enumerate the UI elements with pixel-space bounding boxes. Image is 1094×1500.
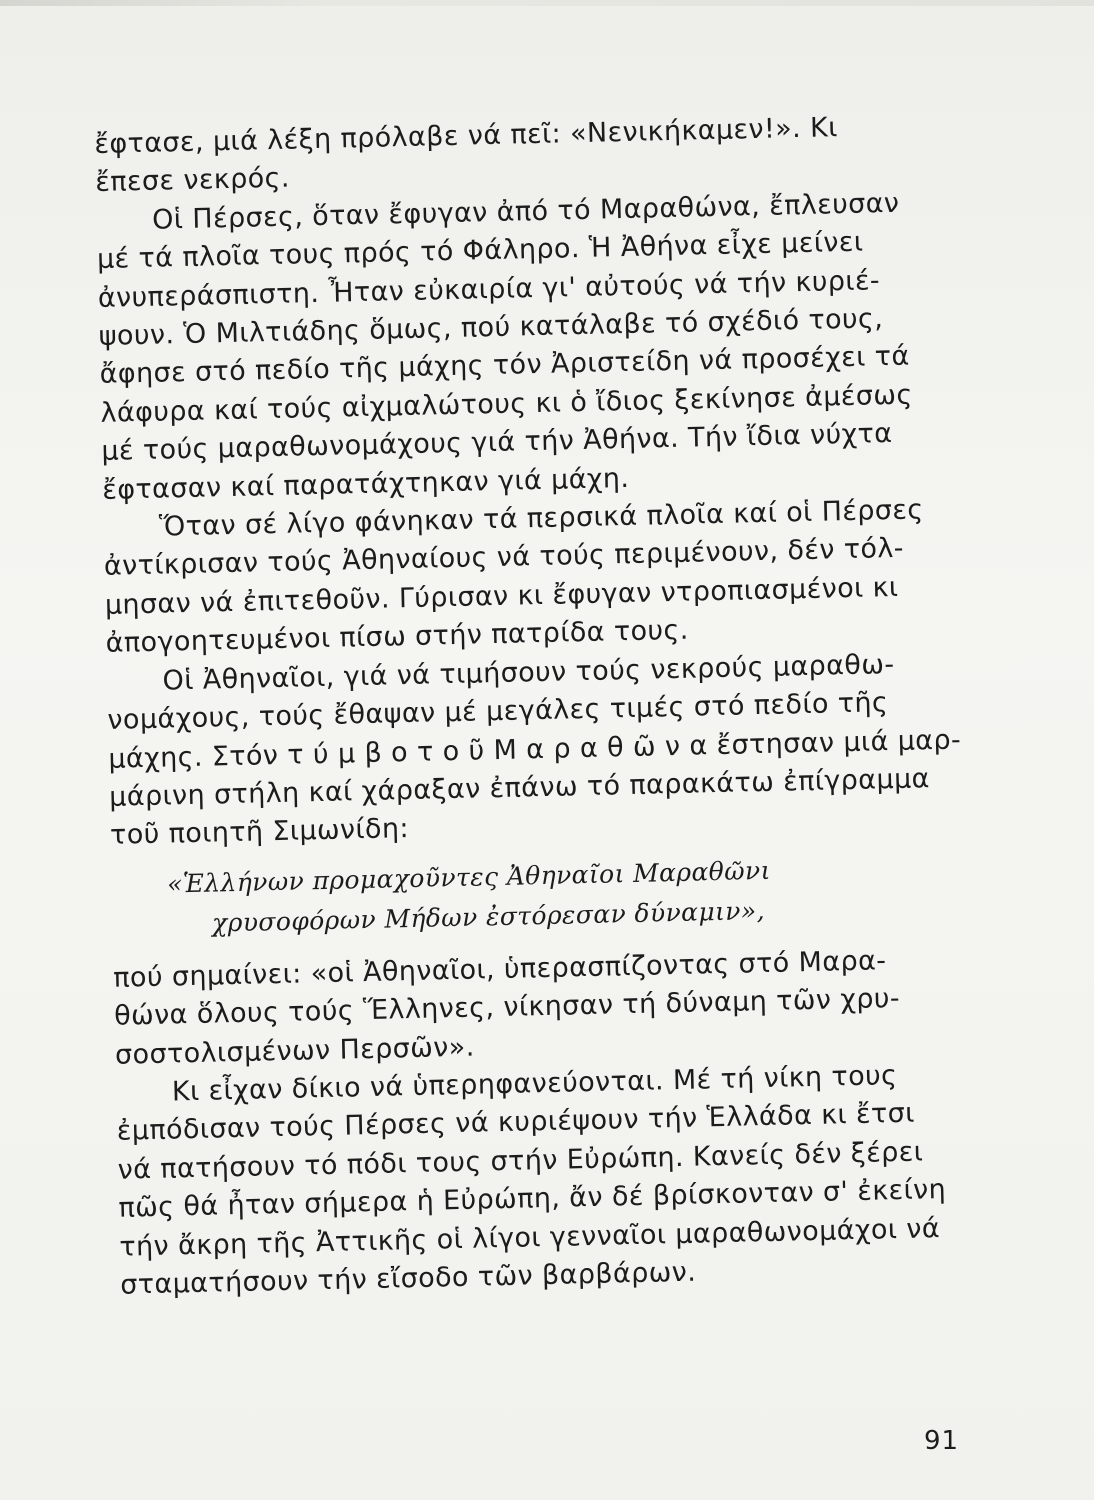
- text-line: Οἱ Ἀθηναῖοι, γιά νά τιμήσουν τούς νεκρούς μαραθω-: [162, 648, 895, 697]
- text-line: θώνα ὅλους τούς Ἕλληνες, νίκησαν τή δύναμη τῶν χρυ-: [113, 983, 901, 1032]
- paragraph: [113, 940, 975, 1075]
- text-line: σοστολισμένων Περσῶν».: [114, 1031, 475, 1071]
- paragraph: [106, 644, 970, 855]
- text-line: λάφυρα καί τούς αἰχμαλώτους κι ὁ ἴδιος ξεκίνησε ἀμέσως: [100, 379, 913, 429]
- epigram-line: «Ἑλλήνων προμαχοῦντες Ἀθηναῖοι Μαραθῶνι: [166, 855, 772, 899]
- text-line: μέ τά πλοῖα τους πρός τό Φάληρο. Ἡ Ἀθήνα εἶχε μείνει: [96, 226, 864, 276]
- text-line: μησαν νά ἐπιτεθοῦν. Γύρισαν κι ἔφυγαν ντροπιασμένοι κι: [104, 571, 899, 621]
- text-line: ἀντίκρισαν τούς Ἀθηναίους νά τούς περιμένουν, δέν τόλ-: [103, 533, 905, 583]
- epigram-line: χρυσοφόρων Μήδων ἐστόρεσαν δύναμιν»,: [211, 895, 766, 938]
- paragraph: [116, 1055, 981, 1305]
- text-line: νομάχους, τούς ἔθαψαν μέ μεγάλες τιμές στό πεδίο τῆς: [107, 687, 889, 736]
- paragraph: [96, 183, 963, 510]
- text-line: σταματήσουν τήν εἴσοδο τῶν βαρβάρων.: [119, 1256, 697, 1301]
- text-line: ἔπεσε νεκρός.: [94, 162, 291, 199]
- page-top-edge: [0, 0, 1094, 6]
- text-line: Κι εἶχαν δίκιο νά ὑπερηφανεύονται. Μέ τή νίκη τους: [171, 1059, 898, 1108]
- text-line: ἔφτασε, μιά λέξη πρόλαβε νά πεῖ: «Νενικήκαμεν!». Κι: [94, 112, 839, 160]
- text-line: ἄφησε στό πεδίο τῆς μάχης τόν Ἀριστείδη νά προσέχει τά: [99, 340, 910, 391]
- text-line: πῶς θά ἦταν σήμερα ἡ Εὐρώπη, ἄν δέ βρίσκονταν σ' ἐκείνη: [118, 1174, 947, 1224]
- page-number: 91: [924, 1426, 960, 1456]
- text-line: ψουν. Ὁ Μιλτιάδης ὅμως, πού κατάλαβε τό σχέδιό τους,: [98, 303, 884, 352]
- text-line: μέ τούς μαραθωνομάχους γιά τήν Ἀθήνα. Τήν ἴδια νύχτα: [101, 418, 893, 468]
- text-line: τοῦ ποιητῆ Σιμωνίδη:: [109, 813, 410, 852]
- epigram-quote: [167, 846, 973, 944]
- text-line: ἀπογοητευμένοι πίσω στήν πατρίδα τους.: [105, 614, 690, 660]
- text-line: τήν ἄκρη τῆς Ἀττικῆς οἱ λίγοι γενναῖοι μαραθωνομάχοι νά: [119, 1212, 941, 1263]
- text-line: ἐμπόδισαν τούς Πέρσες νά κυριέψουν τήν Ἑλλάδα κι ἔτσι: [116, 1097, 916, 1148]
- text-line: Οἱ Πέρσες, ὅταν ἔφυγαν ἀπό τό Μαραθώνα, ἔπλευσαν: [151, 187, 900, 236]
- body-text: [94, 106, 981, 1305]
- text-line: ἔφτασαν καί παρατάχτηκαν γιά μάχη.: [101, 462, 630, 506]
- text-line: μάχης. Στόν τ ύ μ β ο τ ο ῦ Μ α ρ α θ ῶ ν α ἔστησαν μιά μαρ-: [108, 723, 962, 775]
- text-line: πού σημαίνει: «οἱ Ἀθηναῖοι, ὑπερασπίζοντας στό Μαρα-: [112, 944, 887, 994]
- paragraph: [103, 490, 966, 663]
- text-line: μάρινη στήλη καί χάραξαν ἐπάνω τό παρακάτω ἐπίγραμμα: [108, 763, 931, 813]
- text-line: νά πατήσουν τό πόδι τους στήν Εὐρώπη. Κανείς δέν ξέρει: [117, 1136, 924, 1186]
- text-line: Ὅταν σέ λίγο φάνηκαν τά περσικά πλοῖα καί οἱ Πέρσες: [158, 494, 924, 543]
- text-line: ἀνυπεράσπιστη. Ἦταν εὐκαιρία γι' αὐτούς νά τήν κυριέ-: [97, 264, 881, 314]
